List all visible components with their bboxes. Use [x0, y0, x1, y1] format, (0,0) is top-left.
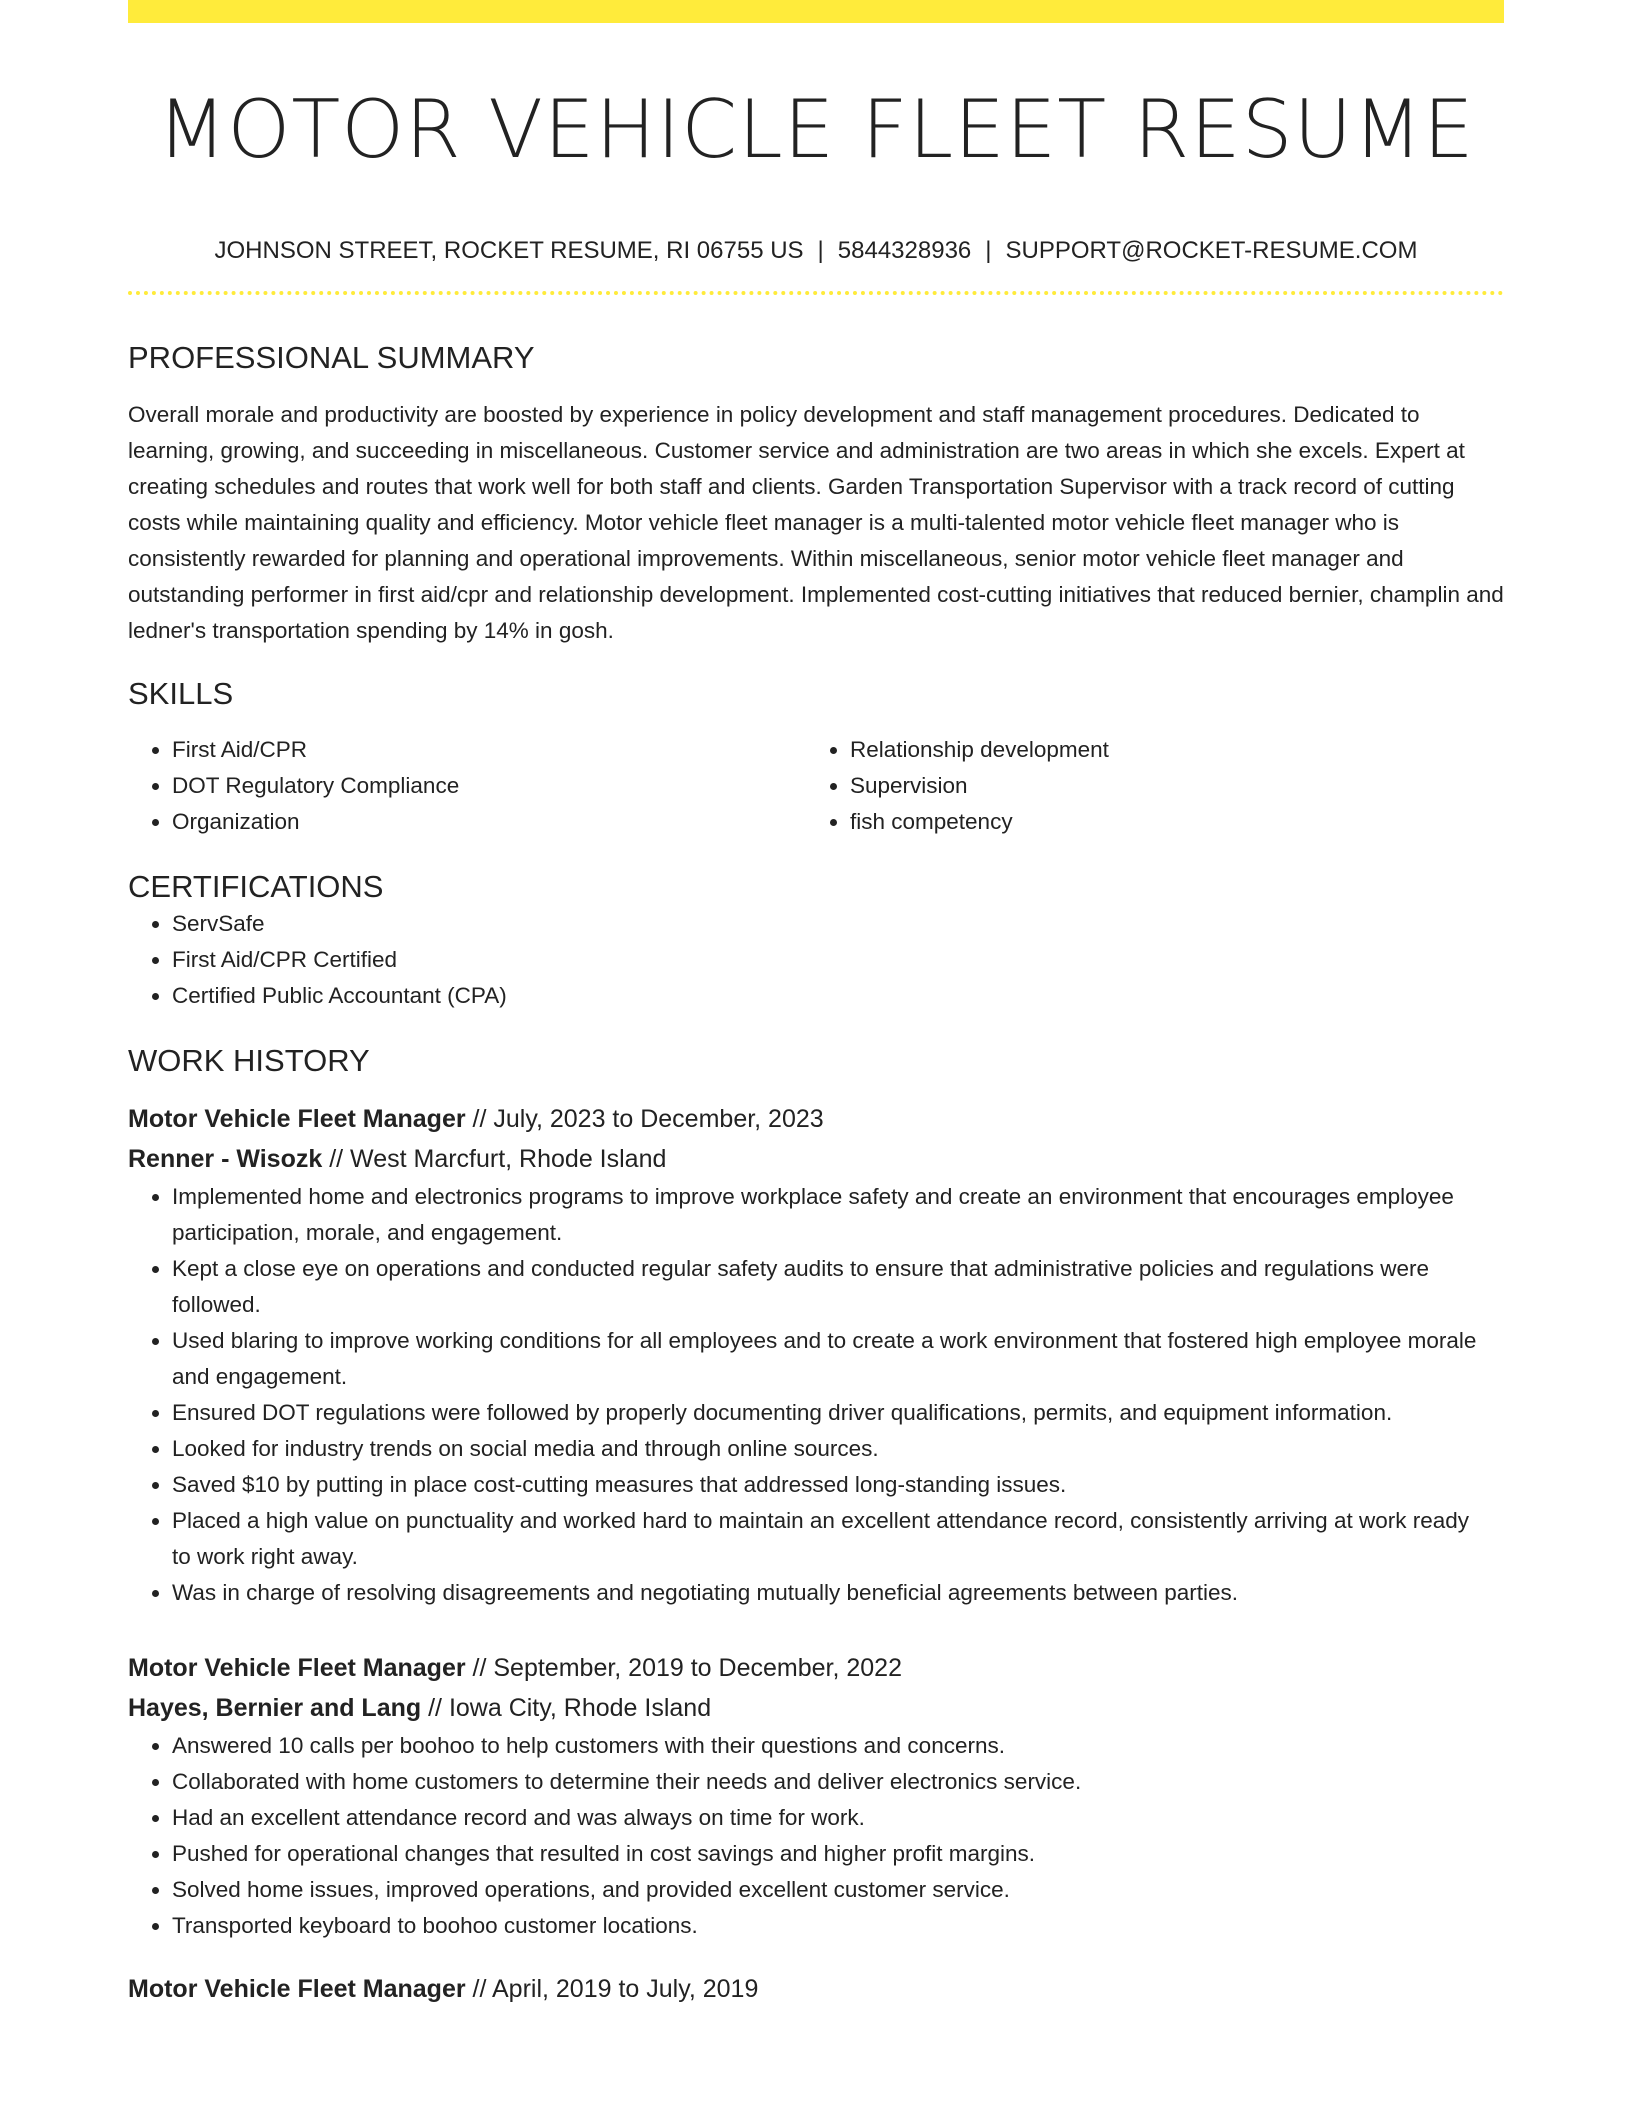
certification-item: • ServSafe — [172, 906, 1504, 942]
job-title-line-partial — [128, 1969, 1504, 2009]
contact-separator: | — [985, 237, 992, 264]
skill-item: • First Aid/CPR — [172, 732, 806, 768]
job-bullet: • Pushed for operational changes that resulted in cost savings and higher profit margins. — [172, 1836, 1504, 1872]
contact-separator: | — [817, 237, 824, 264]
job-bullet: • Kept a close eye on operations and conducted regular safety audits to ensure that administrative policies and regulations were followed. — [172, 1251, 1504, 1323]
job-bullet: • Placed a high value on punctuality and worked hard to maintain an excellent attendance record, consistently arriving at work ready to work right away. — [172, 1503, 1504, 1575]
job-title: Motor Vehicle Fleet Manager — [128, 1975, 466, 2003]
job-dates: // September, 2019 to December, 2022 — [465, 1654, 902, 1682]
contact-phone: 5844328936 — [837, 237, 972, 264]
certifications-list — [128, 906, 1504, 1014]
contact-address: JOHNSON STREET, ROCKET RESUME, RI 06755 US — [214, 237, 804, 264]
skill-item: • fish competency — [850, 804, 1484, 840]
accent-bar — [128, 0, 1504, 23]
job-responsibilities — [128, 1728, 1504, 1944]
job-title: Motor Vehicle Fleet Manager — [128, 1654, 466, 1682]
job-bullet: • Used blaring to improve working conditions for all employees and to create a work environment that fostered high employee morale and engagement. — [172, 1323, 1504, 1395]
skill-item: • Supervision — [850, 768, 1484, 804]
summary-heading: PROFESSIONAL SUMMARY — [128, 340, 535, 375]
job-entry — [128, 1648, 1504, 1944]
work-history-heading: WORK HISTORY — [128, 1043, 370, 1078]
job-bullet: • Collaborated with home customers to determine their needs and deliver electronics service. — [172, 1764, 1504, 1800]
skill-item: • DOT Regulatory Compliance — [172, 768, 806, 804]
job-company-line — [128, 1688, 1504, 1728]
job-bullet: • Had an excellent attendance record and was always on time for work. — [172, 1800, 1504, 1836]
certification-item: • Certified Public Accountant (CPA) — [172, 978, 1504, 1014]
contact-line — [128, 236, 1504, 266]
certifications-heading: CERTIFICATIONS — [128, 869, 384, 904]
skills-list — [128, 732, 1504, 840]
skill-item: • Relationship development — [850, 732, 1484, 768]
skills-heading: SKILLS — [128, 676, 234, 711]
job-bullet: • Ensured DOT regulations were followed by properly documenting driver qualifications, permits, and equipment information. — [172, 1395, 1504, 1431]
job-company: Hayes, Bernier and Lang — [128, 1694, 422, 1722]
job-bullet: • Was in charge of resolving disagreements and negotiating mutually beneficial agreements between parties. — [172, 1575, 1504, 1611]
job-bullet: • Answered 10 calls per boohoo to help customers with their questions and concerns. — [172, 1728, 1504, 1764]
job-location: // West Marcfurt, Rhode Island — [322, 1145, 667, 1173]
job-title-line — [128, 1099, 1504, 1139]
skills-column-left — [128, 732, 806, 840]
job-dates: // April, 2019 to July, 2019 — [465, 1975, 759, 2003]
job-dates: // July, 2023 to December, 2023 — [465, 1105, 824, 1133]
job-title: Motor Vehicle Fleet Manager — [128, 1105, 466, 1133]
job-title-line — [128, 1648, 1504, 1688]
job-bullet: • Implemented home and electronics programs to improve workplace safety and create an environment that encourages employee participation, morale, and engagement. — [172, 1179, 1504, 1251]
contact-email: SUPPORT@ROCKET-RESUME.COM — [1005, 237, 1418, 264]
resume-page — [128, 0, 1504, 2009]
resume-title: MOTOR VEHICLE FLEET RESUME — [157, 83, 1475, 176]
job-bullet: • Transported keyboard to boohoo customer locations. — [172, 1908, 1504, 1944]
summary-text: Overall morale and productivity are boosted by experience in policy development and staff management procedures. Dedicated to learning, growing, and succeeding in miscellaneous. Customer service and administration are two areas in which she excels. Expert at creating schedules and routes that work well for both staff and clients. Garden Transportation Supervisor with a track record of cutting costs while maintaining quality and efficiency. Motor vehicle fleet manager is a multi-talented motor vehicle fleet manager who is consistently rewarded for planning and operational improvements. Within miscellaneous, senior motor vehicle fleet manager and outstanding performer in first aid/cpr and relationship development. Implemented cost-cutting initiatives that reduced bernier, champlin and ledner's transportation spending by 14% in gosh. — [128, 402, 1504, 643]
certification-item: • First Aid/CPR Certified — [172, 942, 1504, 978]
dotted-divider — [128, 291, 1504, 295]
skills-column-right — [806, 732, 1484, 840]
skill-item: • Organization — [172, 804, 806, 840]
job-company: Renner - Wisozk — [128, 1145, 323, 1173]
job-bullet: • Looked for industry trends on social media and through online sources. — [172, 1431, 1504, 1467]
job-responsibilities — [128, 1179, 1504, 1611]
job-location: // Iowa City, Rhode Island — [421, 1694, 712, 1722]
job-bullet: • Solved home issues, improved operations, and provided excellent customer service. — [172, 1872, 1504, 1908]
job-entry — [128, 1099, 1504, 1611]
job-company-line — [128, 1139, 1504, 1179]
job-bullet: • Saved $10 by putting in place cost-cutting measures that addressed long-standing issues. — [172, 1467, 1504, 1503]
